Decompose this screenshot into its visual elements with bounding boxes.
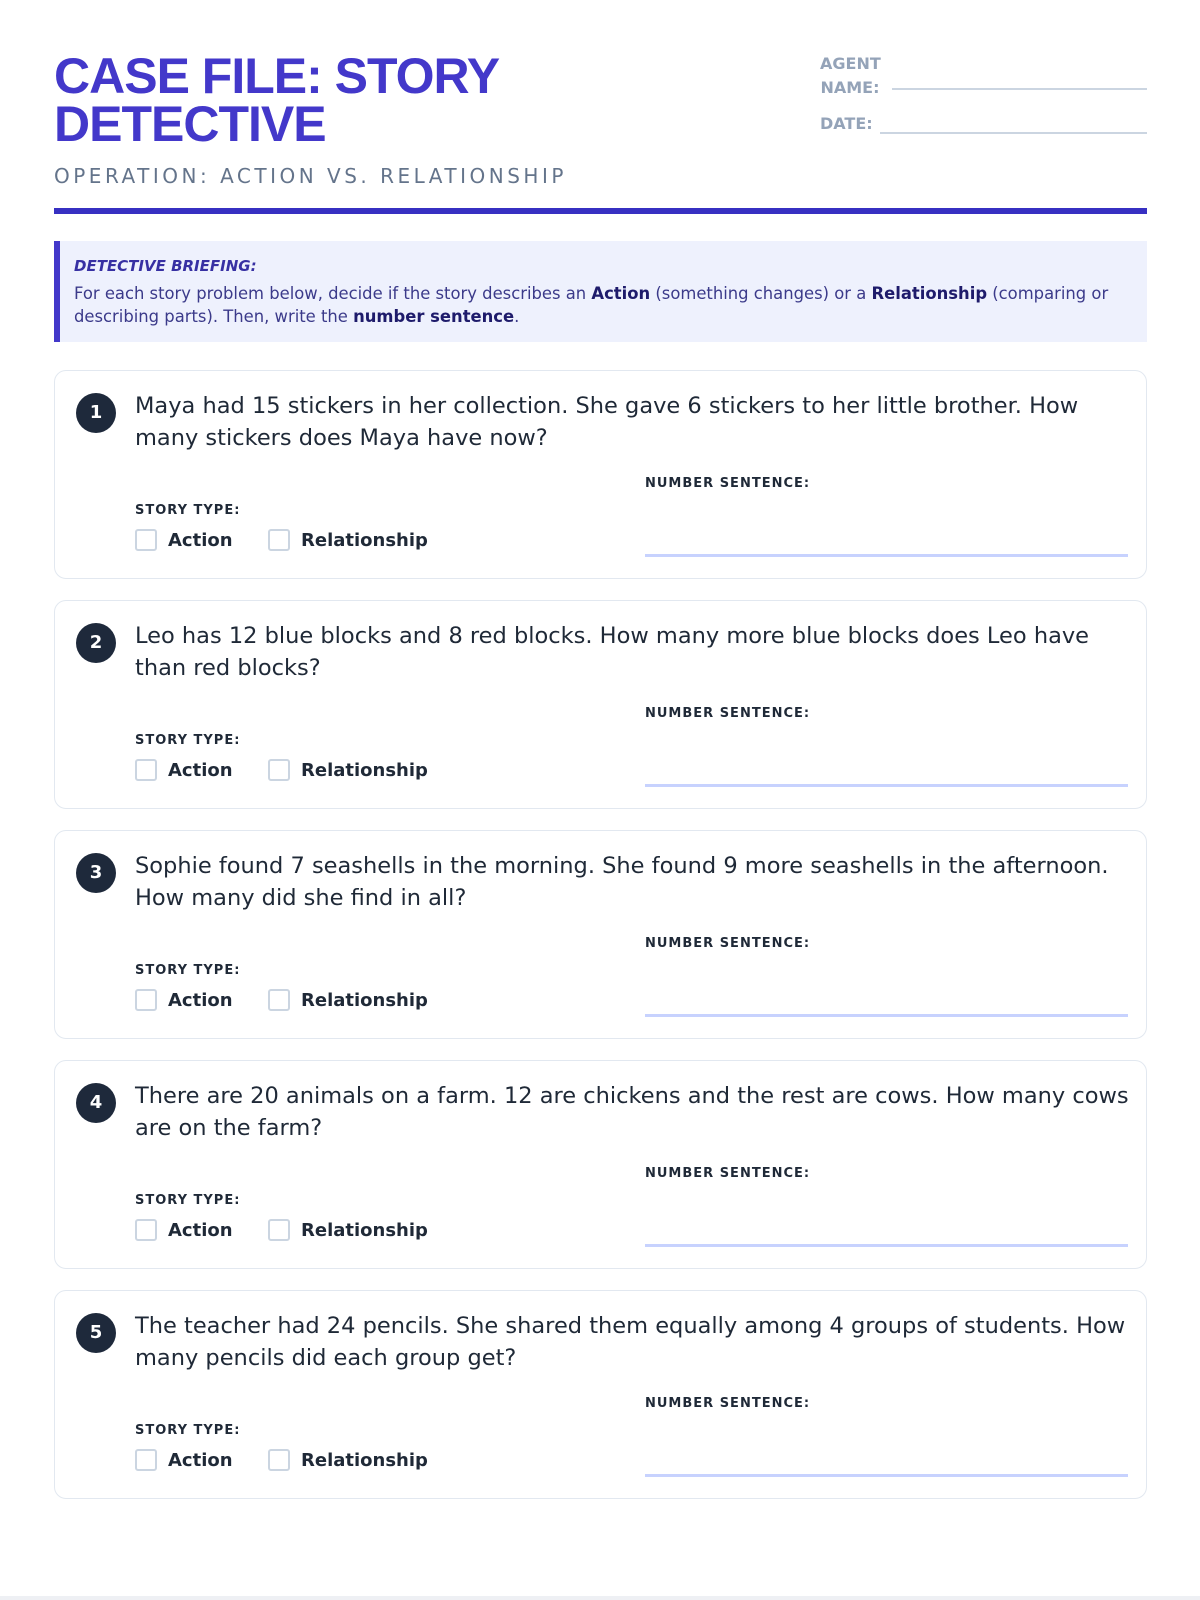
action-checkbox[interactable]	[135, 1449, 157, 1471]
number-sentence-label: NUMBER SENTENCE:	[645, 1166, 811, 1181]
relationship-checkbox[interactable]	[268, 989, 290, 1011]
briefing-text-part: .	[514, 307, 520, 326]
relationship-label: Relationship	[301, 1449, 428, 1471]
briefing-text	[74, 282, 1131, 328]
briefing-text-part: (something changes) or a	[650, 284, 872, 303]
date-line[interactable]	[880, 132, 1147, 134]
number-sentence-label: NUMBER SENTENCE:	[645, 706, 811, 721]
number-sentence-answer-line[interactable]	[645, 554, 1128, 557]
relationship-option[interactable]	[268, 759, 428, 781]
relationship-label: Relationship	[301, 529, 428, 551]
number-sentence-answer-line[interactable]	[645, 1474, 1128, 1477]
story-type-label: STORY TYPE:	[135, 1193, 241, 1208]
briefing-action-term: Action	[591, 284, 651, 303]
problem-number-badge: 2	[76, 623, 116, 663]
page-subtitle: OPERATION: ACTION VS. RELATIONSHIP	[54, 164, 567, 188]
number-sentence-label: NUMBER SENTENCE:	[645, 476, 811, 491]
problem-card-4	[54, 1060, 1147, 1269]
page-title: CASE FILE: STORY DETECTIVE	[54, 48, 499, 152]
briefing-relationship-term: Relationship	[871, 284, 988, 303]
date-field[interactable]	[820, 112, 1147, 136]
relationship-option[interactable]	[268, 1449, 428, 1471]
number-sentence-label: NUMBER SENTENCE:	[645, 1396, 811, 1411]
problem-text: There are 20 animals on a farm. 12 are chickens and the rest are cows. How many cows are on the farm?	[135, 1083, 1129, 1141]
number-sentence-label: NUMBER SENTENCE:	[645, 936, 811, 951]
action-option[interactable]	[135, 989, 233, 1011]
date-label: DATE:	[820, 114, 873, 133]
relationship-option[interactable]	[268, 529, 428, 551]
problem-number-badge: 3	[76, 853, 116, 893]
relationship-checkbox[interactable]	[268, 759, 290, 781]
relationship-checkbox[interactable]	[268, 529, 290, 551]
action-label: Action	[168, 759, 233, 781]
action-label: Action	[168, 989, 233, 1011]
story-type-label: STORY TYPE:	[135, 963, 241, 978]
story-type-label: STORY TYPE:	[135, 733, 241, 748]
page-bottom-edge	[0, 1596, 1200, 1600]
problem-card-2	[54, 600, 1147, 809]
worksheet-header	[54, 48, 1147, 214]
number-sentence-answer-line[interactable]	[645, 784, 1128, 787]
problem-text: Sophie found 7 seashells in the morning. She found 9 more seashells in the afternoon. How many did she find in all?	[135, 853, 1109, 911]
problem-card-5	[54, 1290, 1147, 1499]
action-option[interactable]	[135, 759, 233, 781]
briefing-number-sentence-term: number sentence	[353, 307, 515, 326]
detective-briefing	[54, 241, 1147, 342]
action-label: Action	[168, 529, 233, 551]
problem-number-badge: 1	[76, 393, 116, 433]
problem-text: Maya had 15 stickers in her collection. She gave 6 stickers to her little brother. How many stickers does Maya have now?	[135, 393, 1079, 451]
problem-card-3	[54, 830, 1147, 1039]
relationship-option[interactable]	[268, 1219, 428, 1241]
problem-text: Leo has 12 blue blocks and 8 red blocks. How many more blue blocks does Leo have than red blocks?	[135, 623, 1090, 681]
briefing-title: DETECTIVE BRIEFING:	[74, 257, 257, 275]
action-checkbox[interactable]	[135, 529, 157, 551]
problem-number-badge: 4	[76, 1083, 116, 1123]
relationship-label: Relationship	[301, 989, 428, 1011]
problem-card-1	[54, 370, 1147, 579]
agent-name-line[interactable]	[892, 88, 1147, 90]
story-type-label: STORY TYPE:	[135, 503, 241, 518]
action-option[interactable]	[135, 1219, 233, 1241]
action-label: Action	[168, 1449, 233, 1471]
number-sentence-answer-line[interactable]	[645, 1014, 1128, 1017]
header-divider	[54, 208, 1147, 214]
relationship-checkbox[interactable]	[268, 1219, 290, 1241]
action-checkbox[interactable]	[135, 989, 157, 1011]
number-sentence-answer-line[interactable]	[645, 1244, 1128, 1247]
relationship-label: Relationship	[301, 759, 428, 781]
action-option[interactable]	[135, 529, 233, 551]
briefing-text-part: (comparing or describing parts). Then, write the	[74, 284, 1109, 326]
relationship-option[interactable]	[268, 989, 428, 1011]
story-type-label: STORY TYPE:	[135, 1423, 241, 1438]
relationship-label: Relationship	[301, 1219, 428, 1241]
agent-name-field[interactable]	[820, 52, 1147, 100]
agent-name-label: AGENT NAME:	[820, 54, 881, 97]
action-option[interactable]	[135, 1449, 233, 1471]
problem-number-badge: 5	[76, 1313, 116, 1353]
action-label: Action	[168, 1219, 233, 1241]
action-checkbox[interactable]	[135, 759, 157, 781]
problem-text: The teacher had 24 pencils. She shared them equally among 4 groups of students. How many pencils did each group get?	[135, 1313, 1126, 1371]
action-checkbox[interactable]	[135, 1219, 157, 1241]
briefing-text-part: For each story problem below, decide if the story describes an	[74, 284, 592, 303]
relationship-checkbox[interactable]	[268, 1449, 290, 1471]
